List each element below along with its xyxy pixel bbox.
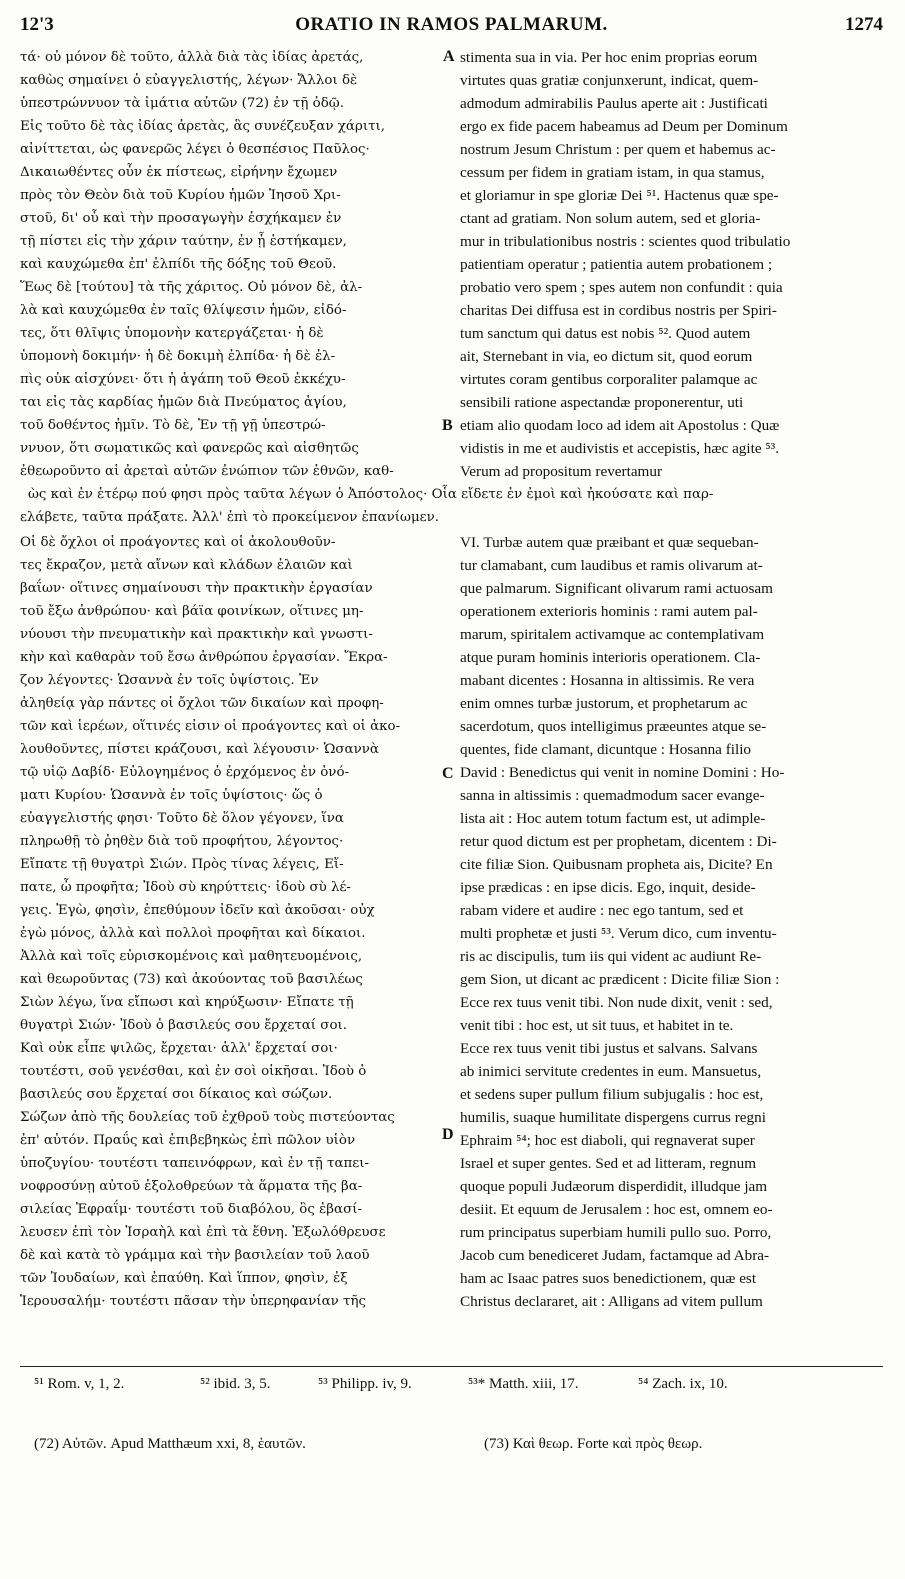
greek-top-line: ὑπεστρώννυον τὰ ἱμάτια αὐτῶν (72) ἐν τῇ ὁδῷ. [20, 96, 344, 111]
greek-top-line: τῇ πίστει εἰς τὴν χάριν ταύτην, ἐν ᾗ ἑστήκαμεν, [20, 234, 347, 249]
latin-bottom-line: tur clamabant, cum laudibus et ramis olivarum at- [460, 557, 763, 574]
margin-marker-a: A [443, 48, 455, 65]
greek-top-line: Εἰς τοῦτο δὲ τὰς ἰδίας ἀρετὰς, ἃς συνέζευξαν χάριτι, [20, 119, 386, 134]
latin-bottom-line: lista ait : Hoc autem totum factum est, ut adimple- [460, 810, 766, 827]
latin-bottom-line: desiit. Et equum de Jerusalem : hoc est, omnem eo- [460, 1201, 773, 1218]
latin-bottom-line: rum principatus superbiam humili pullo suo. Porro, [460, 1224, 772, 1241]
latin-bottom-line: sacerdotum, quos intelligimus præeuntes atque se- [460, 718, 767, 735]
greek-top-line: τά· οὐ μόνον δὲ τοῦτο, ἀλλὰ διὰ τὰς ἰδίας ἀρετάς, [20, 50, 364, 65]
latin-top-line: ctant ad gratiam. Non solum autem, sed et gloria- [460, 210, 761, 227]
latin-top-line: patientiam operatur ; patientia autem probationem ; [460, 256, 773, 273]
latin-bottom-line: Ephraim ⁵⁴; hoc est diaboli, qui regnaverat super [460, 1132, 755, 1149]
latin-bottom-line: que palmarum. Significant olivarum rami actuosam [460, 580, 773, 597]
greek-bottom-line: βαΐων· οἵτινες σημαίνουσι τὴν πρακτικὴν ἐργασίαν [20, 581, 373, 596]
greek-top-line: ννυον, ὅτι σωματικῶς καὶ φανερῶς καὶ αἰσθητῶς [20, 441, 359, 456]
latin-bottom-line: multi prophetæ et justi ⁵³. Verum dico, cum inventu- [460, 925, 777, 942]
margin-marker-b: B [442, 417, 453, 434]
greek-bottom-line: ματι Κυρίου· Ὡσαννὰ ἐν τοῖς ὑψίστοις· ὥς ὁ [20, 788, 323, 803]
latin-bottom-line: enim omnes turbæ justorum, et prophetarum ac [460, 695, 748, 712]
greek-top-line: τες, ὅτι θλῖψις ὑπομονὴν κατεργάζεται· ἡ δὲ [20, 326, 324, 341]
latin-top-line: vidistis in me et audivistis et accepistis, hæc agite ⁵³. [460, 440, 780, 457]
latin-top-line: ergo ex fide pacem habeamus ad Deum per Dominum [460, 118, 788, 135]
greek-bottom-line: νύουσι τὴν πνευματικὴν καὶ πρακτικὴν καὶ γνωστι- [20, 627, 373, 642]
latin-bottom-line: sanna in altissimis : quemadmodum sacer evange- [460, 787, 765, 804]
greek-bottom-line: τουτέστι, σοῦ γενέσθαι, καὶ ἐν σοὶ οἰκῆσαι. Ἰδοὺ ὁ [20, 1064, 367, 1079]
latin-bottom-line: operationem exterioris hominis : rami autem pal- [460, 603, 758, 620]
latin-top-line: stimenta sua in via. Per hoc enim proprias eorum [460, 49, 758, 66]
latin-column-top [460, 46, 883, 483]
greek-bottom-line: Καὶ οὐκ εἶπε ψιλῶς, ἔρχεται· ἀλλ' ἔρχεταί σοι· [20, 1041, 338, 1056]
page-title: ORATIO IN RAMOS PALMARUM. [295, 14, 608, 35]
wide-line-2: ελάβετε, ταῦτα πράξατε. Ἀλλ' ἐπὶ τὸ προκείμενον ἐπανίωμεν. [20, 510, 440, 525]
greek-top-line: τοῦ δοθέντος ἡμῖν. Τὸ δὲ, Ἐν τῇ γῇ ὑπεστρώ- [20, 418, 326, 433]
greek-bottom-line: γεις. Ἐγὼ, φησὶν, ἐπεθύμουν ἰδεῖν καὶ ἀκοῦσαι· οὐχ [20, 903, 375, 918]
greek-bottom-line: πληρωθῇ τὸ ῥηθὲν διὰ τοῦ προφήτου, λέγοντος· [20, 834, 344, 849]
latin-top-line: ait, Sternebant in via, eo dictum sit, quod eorum [460, 348, 753, 365]
greek-bottom-line: Εἴπατε τῇ θυγατρὶ Σιών. Πρὸς τίνας λέγεις, Εἴ- [20, 857, 344, 872]
greek-bottom-line: ὑποζυγίου· τουτέστι ταπεινόφρων, καὶ ἐν τῇ ταπει- [20, 1156, 369, 1171]
greek-top-line: στοῦ, δι' οὗ καὶ τὴν προσαγωγὴν ἐσχήκαμεν ἐν [20, 211, 342, 226]
greek-bottom-line: τῶν καὶ ἱερέων, οἵτινές εἰσιν οἱ προάγοντες καὶ οἱ ἀκο- [20, 719, 401, 734]
greek-top-line: καὶ καυχώμεθα ἐπ' ἐλπίδι τῆς δόξης τοῦ Θεοῦ. [20, 257, 337, 272]
footnote-note-72: (72) Αὐτῶν. Apud Matthæum xxi, 8, ἑαυτῶν. [34, 1436, 306, 1452]
latin-top-line: virtutes quas gratiæ conjunxerunt, indicat, quem- [460, 72, 759, 89]
latin-bottom-line: retur quod dictum est per prophetam, dicentem : Di- [460, 833, 777, 850]
page-number-left: 12'3 [20, 14, 54, 35]
footnote-ref-52: ⁵² ibid. 3, 5. [200, 1376, 271, 1392]
latin-top-line: tum sanctum qui datus est nobis ⁵². Quod autem [460, 325, 751, 342]
greek-bottom-line: δὲ καὶ κατὰ τὸ γράμμα καὶ τὴν βασιλείαν τοῦ λαοῦ [20, 1248, 370, 1263]
greek-bottom-line: εὐαγγελιστής φησι· Τοῦτο δὲ ὅλον γέγονεν, ἵνα [20, 811, 344, 826]
latin-bottom-line: Jacob cum benediceret Judam, factamque ad Abra- [460, 1247, 770, 1264]
footnote-rule [20, 1366, 883, 1367]
greek-bottom-line: λουθοῦντες, πίστει κράζουσι, καὶ λέγουσιν· Ὡσαννὰ [20, 742, 379, 757]
latin-bottom-line: rabam videre et audire : nec ego tantum, sed et [460, 902, 744, 919]
greek-top-line: πὶς οὐκ αἰσχύνει· ὅτι ἡ ἀγάπη τοῦ Θεοῦ ἐκκέχυ- [20, 372, 346, 387]
latin-bottom-line: quoque populi Judæorum disperdidit, illudque jam [460, 1178, 768, 1195]
greek-bottom-line: Ἱερουσαλήμ· τουτέστι πᾶσαν τὴν ὑπερηφανίαν τῆς [20, 1294, 366, 1309]
greek-bottom-line: βασιλεύς σου ἔρχεταί σοι δίκαιος καὶ σώζων. [20, 1087, 333, 1102]
latin-top-line: charitas Dei diffusa est in cordibus nostris per Spiri- [460, 302, 777, 319]
greek-bottom-line: τῷ υἱῷ Δαβίδ· Εὐλογημένος ὁ ἐρχόμενος ἐν ὀνό- [20, 765, 350, 780]
latin-top-line: virtutes coram gentibus corporaliter palamque ac [460, 371, 758, 388]
page-header [20, 14, 883, 40]
greek-bottom-line: τοῦ ἔξω ἀνθρώπου· καὶ βάϊα φοινίκων, οἵτινες μη- [20, 604, 364, 619]
greek-bottom-line: ἐπ' αὐτόν. Πραΰς καὶ ἐπιβεβηκὼς ἐπὶ πῶλον υἱὸν [20, 1133, 356, 1148]
greek-bottom-line: τες ἔκραζον, μετὰ αἴνων καὶ κλάδων ἐλαιῶν καὶ [20, 558, 353, 573]
greek-top-line: ται εἰς τὰς καρδίας ἡμῶν διὰ Πνεύματος ἁγίου, [20, 395, 347, 410]
greek-bottom-line: Σιὼν λέγω, ἵνα εἴπωσι καὶ κηρύξωσιν· Εἴπατε τῇ [20, 995, 354, 1010]
greek-bottom-line: Ἀλλὰ καὶ τοῖς εὑρισκομένοις καὶ μαθητευομένοις, [20, 949, 363, 964]
latin-bottom-line: Ecce rex tuus venit tibi justus et salvans. Salvans [460, 1040, 758, 1057]
latin-bottom-line: cite filiæ Sion. Quibusnam propheta ais, Dicite? En [460, 856, 773, 873]
footnote-note-73: (73) Καὶ θεωρ. Forte καὶ πρὸς θεωρ. [484, 1436, 703, 1452]
latin-bottom-line: marum, spiritalem activamque ac contemplativam [460, 626, 765, 643]
latin-bottom-line: quentes, fide clamant, dicuntque : Hosanna filio [460, 741, 752, 758]
greek-column-bottom [20, 531, 445, 1313]
latin-top-line: nostrum Jesum Christum : per quem et habemus ac- [460, 141, 776, 158]
latin-top-line: et gloriamur in spe gloriæ Dei ⁵¹. Hactenus quæ spe- [460, 187, 779, 204]
latin-column-bottom [460, 531, 883, 1313]
footnote-ref-54: ⁵⁴ Zach. ix, 10. [638, 1376, 728, 1392]
footnote-ref-51: ⁵¹ Rom. v, 1, 2. [34, 1376, 125, 1392]
greek-bottom-line: σιλείας Ἐφραΐμ· τουτέστι τοῦ διαβόλου, ὃς ἐβασί- [20, 1202, 362, 1217]
latin-top-line: Verum ad propositum revertamur [460, 463, 663, 480]
greek-top-line: αἰνίττεται, ὡς φανερῶς λέγει ὁ θεσπέσιος Παῦλος· [20, 142, 370, 157]
greek-bottom-line: ἐγὼ μόνος, ἀλλὰ καὶ πολλοὶ προφῆται καὶ δίκαιοι. [20, 926, 366, 941]
greek-top-line: ἐθεωροῦντο αἱ ἀρεταὶ αὐτῶν ἐνώπιον τῶν ἐθνῶν, καθ- [20, 464, 394, 479]
greek-bottom-line: ἀληθείᾳ γὰρ πάντες οἱ ὄχλοι τῶν δικαίων καὶ προφη- [20, 696, 384, 711]
footnote-ref-53: ⁵³ Philipp. iv, 9. [318, 1376, 412, 1392]
greek-top-line: Ἕως δὲ [τούτου] τὰ τῆς χάριτος. Οὐ μόνον δὲ, ἀλ- [20, 280, 363, 295]
greek-bottom-line: νοφροσύνῃ αὐτοῦ ἐξολοθρεύων τὰ ἅρματα τῆς βα- [20, 1179, 363, 1194]
latin-bottom-line: Christus declararet, ait : Alligans ad vitem pullum [460, 1293, 763, 1310]
page-number-right: 1274 [845, 14, 883, 35]
greek-bottom-line: θυγατρὶ Σιών· Ἰδοὺ ὁ βασιλεύς σου ἔρχεταί σοι. [20, 1018, 348, 1033]
latin-bottom-line: David : Benedictus qui venit in nomine Domini : Ho- [460, 764, 785, 781]
latin-bottom-line: venit tibi : hoc est, ut sit tuus, et habitet in te. [460, 1017, 734, 1034]
footnote-ref-53b: ⁵³* Matth. xiii, 17. [468, 1376, 579, 1392]
latin-bottom-line: Israel et super gentes. Sed et ad litteram, regnum [460, 1155, 757, 1172]
latin-top-line: cessum per fidem in gratiam istam, in qua stamus, [460, 164, 765, 181]
latin-top-line: etiam alio quodam loco ad idem ait Apostolus : Quæ [460, 417, 780, 434]
latin-bottom-line: atque puram hominis interioris operationem. Cla- [460, 649, 761, 666]
latin-bottom-line: gem Sion, ut dicant ac prædicent : Dicite filiæ Sion : [460, 971, 780, 988]
latin-bottom-line: ham ac Isaac patres suos benedictionem, quæ est [460, 1270, 757, 1287]
latin-top-line: mur in tribulationibus nostris : scientes quod tribulatio [460, 233, 791, 250]
greek-bottom-line: Οἱ δὲ ὄχλοι οἱ προάγοντες καὶ οἱ ἀκολουθοῦν- [20, 535, 336, 550]
margin-marker-d: D [442, 1126, 454, 1143]
latin-top-line: sensibili ratione aspectandæ proponerentur, uti [460, 394, 744, 411]
latin-bottom-line: ris ac discipulis, tum iis qui vident ac audiunt Re- [460, 948, 762, 965]
greek-bottom-line: ζον λέγοντες· Ὡσαννὰ ἐν τοῖς ὑψίστοις. Ἐν [20, 673, 319, 688]
latin-bottom-line: mabant dicentes : Hosanna in altissimis. Re vera [460, 672, 755, 689]
greek-bottom-line: καὶ θεωροῦντας (73) καὶ ἀκούοντας τοῦ βασιλέως [20, 972, 363, 987]
latin-bottom-line: Ecce rex tuus venit tibi. Non nude dixit, venit : sed, [460, 994, 773, 1011]
greek-bottom-line: λευσεν ἐπὶ τὸν Ἰσραὴλ καὶ ἐπὶ τὰ ἔθνη. Ἐξωλόθρευσε [20, 1225, 386, 1240]
margin-marker-c: C [442, 765, 454, 782]
latin-bottom-line: ipse prædicas : en ipse dicis. Ego, inquit, deside- [460, 879, 756, 896]
greek-column-top [20, 46, 445, 483]
latin-top-line: probatio vero spem ; spes autem non confundit : quia [460, 279, 783, 296]
greek-bottom-line: τῶν Ἰουδαίων, καὶ ἐπαύθη. Καὶ ἵππον, φησὶν, ἐξ [20, 1271, 348, 1286]
greek-bottom-line: πατε, ὦ προφῆτα; Ἰδοὺ σὺ κηρύττεις· ἰδοὺ σὺ λέ- [20, 880, 351, 895]
latin-bottom-line: VI. Turbæ autem quæ præibant et quæ sequeban- [460, 534, 759, 551]
greek-top-line: ὑπομονὴ δοκιμήν· ἡ δὲ δοκιμὴ ἐλπίδα· ἡ δὲ ἐλ- [20, 349, 336, 364]
greek-bottom-line: Σώζων ἀπὸ τῆς δουλείας τοῦ ἐχθροῦ τοὺς πιστεύοντας [20, 1110, 395, 1125]
latin-bottom-line: et sedens super pullum filium subjugalis : hoc est, [460, 1086, 764, 1103]
latin-top-line: admodum admirabilis Paulus aperte ait : Justificati [460, 95, 768, 112]
latin-bottom-line: ab inimici servitute credentes in eum. Mansuetus, [460, 1063, 762, 1080]
greek-top-line: πρὸς τὸν Θεὸν διὰ τοῦ Κυρίου ἡμῶν Ἰησοῦ Χρι- [20, 188, 341, 203]
wide-line-1: ὼς καὶ ἐν ἑτέρῳ πού φησι πρὸς ταῦτα λέγων ὁ Ἀπόστολος· Οἷα εἴδετε ἐν ἐμοὶ καὶ ἠκούσατε καὶ παρ- [28, 487, 714, 502]
greek-bottom-line: κὴν καὶ καθαρὰν τοῦ ἔσω ἀνθρώπου ἐργασίαν. Ἔκρα- [20, 650, 388, 665]
greek-top-line: λὰ καὶ καυχώμεθα ἐν ταῖς θλίψεσιν ἡμῶν, εἰδό- [20, 303, 347, 318]
greek-top-line: καθὼς σημαίνει ὁ εὐαγγελιστής, λέγων· Ἄλλοι δὲ [20, 73, 358, 88]
greek-top-line: Δικαιωθέντες οὖν ἐκ πίστεως, εἰρήνην ἔχωμεν [20, 165, 338, 180]
latin-bottom-line: humilis, suaque humilitate dispergens currus regni [460, 1109, 766, 1126]
